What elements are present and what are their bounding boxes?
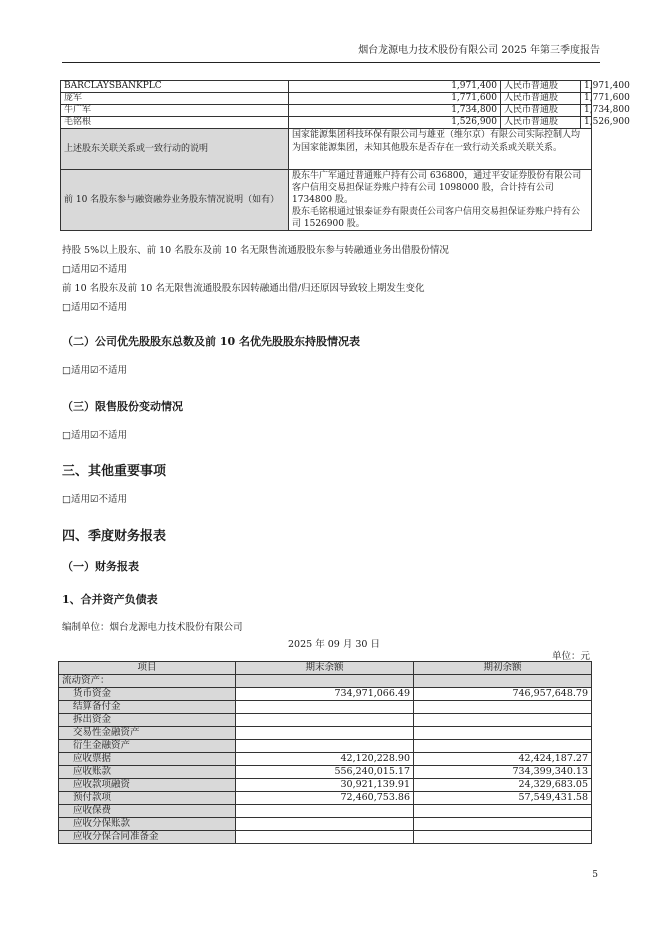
margin-text-2: 股东毛铭根通过银泰证券有限责任公司客户信用交易担保证券账户持有公司 1526900 股。 [292, 207, 581, 229]
table-header-row [59, 662, 592, 675]
table-row [59, 714, 592, 727]
table-row [59, 779, 592, 792]
share-type: 人民币普通股 [501, 93, 581, 105]
row-end-balance: 72,460,753.86 [236, 792, 414, 805]
share-count: 1,734,800 [581, 105, 592, 117]
section-preferred-shares: （二）公司优先股股东总数及前 10 名优先股股东持股情况表 [62, 335, 360, 348]
relation-text: 国家能源集团科技环保有限公司与雄亚（维尔京）有限公司实际控制人均为国家能源集团，未知其他股东是否存在一致行动关系或关联关系。 [289, 129, 592, 170]
row-begin-balance: 57,549,431.58 [414, 792, 592, 805]
row-item: 货币资金 [59, 688, 236, 701]
balance-sheet-title: 1、合并资产负债表 [62, 593, 158, 606]
relation-row [61, 129, 592, 170]
section-financial-statements: 四、季度财务报表 [62, 529, 167, 544]
not-applicable-1: □适用☑不适用 [62, 264, 127, 275]
row-begin-balance [414, 818, 592, 831]
col-header-item: 项目 [59, 662, 236, 675]
table-row [59, 753, 592, 766]
row-item: 应收分保合同准备金 [59, 831, 236, 844]
section-row [59, 675, 592, 688]
table-row [59, 818, 592, 831]
not-applicable-3: □适用☑不适用 [62, 365, 127, 376]
col-header-begin: 期初余额 [414, 662, 592, 675]
share-count: 1,526,900 [581, 117, 592, 129]
row-item: 应收票据 [59, 753, 236, 766]
section-other-matters: 三、其他重要事项 [62, 464, 167, 479]
share-type: 人民币普通股 [501, 117, 581, 129]
section-label: 流动资产： [59, 675, 236, 688]
row-begin-balance [414, 831, 592, 844]
row-item: 拆出资金 [59, 714, 236, 727]
compiler-label: 编制单位：烟台龙源电力技术股份有限公司 [62, 622, 243, 633]
page-header: 烟台龙源电力技术股份有限公司 2025 年第三季度报告 [62, 44, 600, 63]
row-item: 预付款项 [59, 792, 236, 805]
row-item: 应收账款 [59, 766, 236, 779]
section-restricted-shares: （三）限售股份变动情况 [62, 400, 183, 413]
table-row [61, 81, 592, 93]
subsection-financial-statements: （一）财务报表 [62, 560, 139, 573]
row-end-balance [236, 740, 414, 753]
row-begin-balance [414, 714, 592, 727]
change-title: 前 10 名股东及前 10 名无限售流通股股东因转融通出借/归还原因导致较上期发生变化 [62, 283, 425, 294]
row-end-balance [236, 805, 414, 818]
row-end-balance [236, 727, 414, 740]
margin-row [61, 170, 592, 231]
report-date: 2025 年 09 月 30 日 [288, 639, 380, 650]
table-row [61, 105, 592, 117]
table-row [61, 117, 592, 129]
shareholder-shares: 1,771,600 [289, 93, 501, 105]
balance-sheet-table [58, 661, 592, 844]
share-count: 1,771,600 [581, 93, 592, 105]
page-number: 5 [592, 870, 598, 880]
shareholder-name: BARCLAYSBANKPLC [61, 81, 289, 93]
shareholder-table [60, 80, 630, 231]
row-end-balance [236, 831, 414, 844]
row-item: 衍生金融资产 [59, 740, 236, 753]
table-row [59, 766, 592, 779]
shareholder-shares: 1,971,400 [289, 81, 501, 93]
shareholder-name: 牛广军 [61, 105, 289, 117]
row-end-balance: 556,240,015.17 [236, 766, 414, 779]
unit-label: 单位：元 [551, 651, 590, 662]
col-header-end: 期末余额 [236, 662, 414, 675]
table-row [59, 701, 592, 714]
margin-label: 前 10 名股东参与融资融券业务股东情况说明（如有） [61, 170, 289, 231]
table-row [61, 93, 592, 105]
table-row [59, 792, 592, 805]
table-row [59, 831, 592, 844]
row-begin-balance: 42,424,187.27 [414, 753, 592, 766]
row-item: 交易性金融资产 [59, 727, 236, 740]
row-begin-balance [414, 740, 592, 753]
not-applicable-5: □适用☑不适用 [62, 494, 127, 505]
lend-title: 持股 5%以上股东、前 10 名股东及前 10 名无限售流通股股东参与转融通业务出借股份情况 [62, 245, 449, 256]
relation-label: 上述股东关联关系或一致行动的说明 [61, 129, 289, 170]
shareholder-name: 毛铭根 [61, 117, 289, 129]
row-item: 应收分保账款 [59, 818, 236, 831]
row-begin-balance: 746,957,648.79 [414, 688, 592, 701]
margin-text [289, 170, 592, 231]
row-begin-balance [414, 727, 592, 740]
margin-text-1: 股东牛广军通过普通账户持有公司 636800，通过平安证券股份有限公司客户信用交易担保证券账户持有公司 1098000 股，合计持有公司 1734800 股。 [292, 171, 582, 205]
table-row [59, 740, 592, 753]
row-end-balance: 734,971,066.49 [236, 688, 414, 701]
not-applicable-4: □适用☑不适用 [62, 430, 127, 441]
row-end-balance [236, 701, 414, 714]
row-item: 结算备付金 [59, 701, 236, 714]
share-type: 人民币普通股 [501, 81, 581, 93]
not-applicable-2: □适用☑不适用 [62, 302, 127, 313]
table-row [59, 805, 592, 818]
shareholder-name: 庞军 [61, 93, 289, 105]
table-row [59, 727, 592, 740]
row-begin-balance: 734,399,340.13 [414, 766, 592, 779]
shareholder-shares: 1,734,800 [289, 105, 501, 117]
row-item: 应收保费 [59, 805, 236, 818]
shareholder-shares: 1,526,900 [289, 117, 501, 129]
share-count: 1,971,400 [581, 81, 592, 93]
row-end-balance: 42,120,228.90 [236, 753, 414, 766]
row-begin-balance [414, 805, 592, 818]
row-begin-balance [414, 701, 592, 714]
row-end-balance: 30,921,139.91 [236, 779, 414, 792]
row-end-balance [236, 714, 414, 727]
table-row [59, 688, 592, 701]
row-item: 应收款项融资 [59, 779, 236, 792]
share-type: 人民币普通股 [501, 105, 581, 117]
row-end-balance [236, 818, 414, 831]
row-begin-balance: 24,329,683.05 [414, 779, 592, 792]
